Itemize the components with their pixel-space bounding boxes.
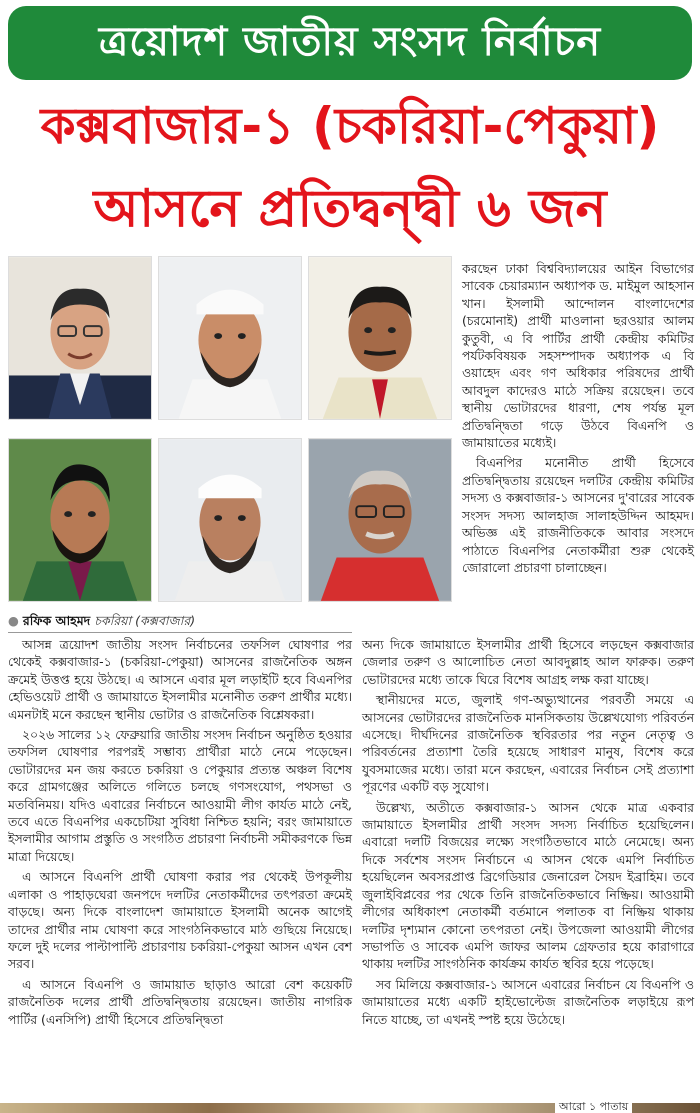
- candidate-photo-3: [308, 256, 452, 420]
- candidate-photo-2: [158, 256, 302, 420]
- paragraph: আসন্ন ত্রয়োদশ জাতীয় সংসদ নির্বাচনের তফসিল ঘোষণার পর থেকেই কক্সবাজার-১ (চকরিয়া-পেকুয়া) আসনের রাজনৈতিক অঙ্গন ক্রমেই উত্তপ্ত হয়ে উঠছে। এ আসনে এবার মূল লড়াইটি হবে বিএনপির হেভিওয়েট প্রার্থী ও জামায়াতে ইসলামীর মনোনীত তরুণ প্রার্থীর মধ্যে। এমনটাই মনে করছেন স্থানীয় ভোটার ও রাজনৈতিক বিশ্লেষকরা।: [8, 637, 352, 722]
- article-column-right: [362, 636, 694, 1031]
- candidate-photo-4: [8, 438, 152, 602]
- paragraph: স্থানীয়দের মতে, জুলাই গণ-অভ্যুত্থানের পরবর্তী সময়ে এ আসনের ভোটারদের রাজনৈতিক মানসিকতায় উল্লেখযোগ্য পরিবর্তন এসেছে। দীর্ঘদিনের রাজনৈতিক স্থবিরতার পর নতুন নেতৃত্ব ও পরিবর্তনের প্রত্যাশা তৈরি হয়েছে সাধারণ মানুষ, বিশেষ করে যুবসমাজের মধ্যে। তারা মনে করছেন, এবারের নির্বাচন সেই প্রত্যাশা পূরণের একটি বড় সুযোগ।: [362, 692, 694, 795]
- paragraph: সব মিলিয়ে কক্সবাজার-১ আসনে এবারের নির্বাচন যে বিএনপি ও জামায়াতের মধ্যে একটি হাইভোল্টেজ রাজনৈতিক লড়াইয়ে রূপ নিতে যাচ্ছে, তা এখনই স্পষ্ট হয়ে উঠেছে।: [362, 976, 694, 1027]
- bullet-icon: ●: [8, 613, 19, 628]
- byline-author: রফিক আহমদ: [22, 613, 91, 628]
- continued-label: আরো ১ পাতায়: [555, 1101, 632, 1113]
- paragraph: এ আসনে বিএনপি প্রার্থী ঘোষণা করার পর থেকেই উপকূলীয় এলাকা ও পাহাড়ঘেরা জনপদে দলটির নেতাকর্মীদের তৎপরতা ক্রমেই বাড়ছে। অন্য দিকে বাংলাদেশ জামায়াতে ইসলামী অনেক আগেই তাদের প্রার্থীর নাম ঘোষণা করে সাংগঠনিকভাবে মাঠ গুছিয়ে নিয়েছে। ফলে দুই দলের পাল্টাপাল্টি প্রচারণায় চকরিয়া-পেকুয়া আসন এখন বেশ সরব।: [8, 869, 352, 972]
- candidate-photo-1: [8, 256, 152, 420]
- byline-divider: [8, 632, 352, 633]
- headline-line-1: কক্সবাজার-১ (চকরিয়া-পেকুয়া): [40, 97, 660, 155]
- paragraph: অন্য দিকে জামায়াতে ইসলামীর প্রার্থী হিসেবে লড়ছেন কক্সবাজার জেলার তরুণ ও আলোচিত নেতা আবদুল্লাহ আল ফারুক। তরুণ ভোটারদের মধ্যে তাকে ঘিরে বিশেষ আগ্রহ লক্ষ করা যাচ্ছে।: [362, 637, 694, 687]
- byline-location: চকরিয়া (কক্সবাজার): [94, 613, 196, 628]
- paragraph: ২০২৬ সালের ১২ ফেব্রুয়ারি জাতীয় সংসদ নির্বাচন অনুষ্ঠিত হওয়ার তফসিল ঘোষণার পরপরই সম্ভাব্য প্রার্থীরা মাঠে নেমে পড়েছেন। ভোটারদের মন জয় করতে চকরিয়া ও পেকুয়ার প্রত্যন্ত অঞ্চল বিশেষ করে গ্রামগঞ্জের অলিতে গলিতে চলছে গণসংযোগ, পথসভা ও মতবিনিময়। যদিও এবারের নির্বাচনে আওয়ামী লীগ কার্যত মাঠে নেই, তবে এতে বিএনপির একচেটিয়া সুবিধা নিশ্চিত হয়নি; বরং জামায়াতে ইসলামীর আগাম প্রস্তুতি ও সংগঠিত প্রচারণা নির্বাচনী সমীকরণকে ভিন্ন মাত্রা দিয়েছে।: [8, 727, 352, 864]
- article-column-right-top: [462, 260, 694, 579]
- paragraph: উল্লেখ্য, অতীতে কক্সবাজার-১ আসন থেকে মাত্র একবার জামায়াতে ইসলামীর প্রার্থী সংসদ সদস্য নির্বাচিত হয়েছিলেন। এবারো দলটি বিজয়ের লক্ষ্যে সংগঠিতভাবে মাঠে নেমেছে। অন্য দিকে সর্বশেষ সংসদ নির্বাচনে এ আসন থেকে এমপি নির্বাচিত হয়েছিলেন অবসরপ্রাপ্ত ব্রিগেডিয়ার জেনারেল সৈয়দ ইব্রাহিম। তবে জুলাইবিপ্লবের পর থেকে তিনি রাজনৈতিকভাবে নিষ্ক্রিয়। আওয়ামী লীগের অধিকাংশ নেতাকর্মী বর্তমানে পলাতক বা নিষ্ক্রিয় থাকায় দলটির দৃশ্যমান কোনো তৎপরতা নেই। উপজেলা আওয়ামী লীগের সভাপতি ও সাবেক এমপি জাফর আলম গ্রেফতার হয়ে কারাগারে থাকায় দলটির সাংগঠনিক কার্যক্রম কার্যত স্থবির হয়ে পড়েছে।: [362, 799, 694, 972]
- byline: [8, 612, 358, 630]
- candidate-photo-5: [158, 438, 302, 602]
- headline-line-2: আসনে প্রতিদ্বন্দ্বী ৬ জন: [93, 179, 607, 239]
- paragraph: এ আসনে বিএনপি ও জামায়াত ছাড়াও আরো বেশ কয়েকটি রাজনৈতিক দলের প্রার্থী প্রতিদ্বন্দ্বিতায় রয়েছেন। জাতীয় নাগরিক পার্টির (এনসিপি) প্রার্থী হিসেবে প্রতিদ্বন্দ্বিতা: [8, 976, 352, 1027]
- paragraph: করছেন ঢাকা বিশ্ববিদ্যালয়ের আইন বিভাগের সাবেক চেয়ারম্যান অধ্যাপক ড. মাইমুল আহসান খান। ইসলামী আন্দোলন বাংলাদেশের (চরমোনাই) প্রার্থী মাওলানা ছরওয়ার আলম কুতুবী, এ বি পার্টির প্রার্থী কেন্দ্রীয় কমিটির পর্যটকবিষয়ক সহসম্পাদক অধ্যাপক এ বি ওয়াহেদ এবং গণ অধিকার পরিষদের প্রার্থী আবদুল কাদেরও মাঠে সক্রিয় রয়েছেন। তবে স্থানীয় ভোটারদের ধারণা, শেষ পর্যন্ত মূল প্রতিদ্বন্দ্বিতা গড়ে উঠবে বিএনপি ও জামায়াতের মধ্যেই।: [462, 261, 694, 451]
- article-column-left: [8, 636, 352, 1031]
- section-banner: [8, 6, 692, 80]
- banner-title: ত্রয়োদশ জাতীয় সংসদ নির্বাচন: [98, 18, 602, 65]
- candidate-photo-6: [308, 438, 452, 602]
- paragraph: বিএনপির মনোনীত প্রার্থী হিসেবে প্রতিদ্বন্দ্বিতায় রয়েছেন দলটির কেন্দ্রীয় কমিটির সদস্য ও কক্সবাজার-১ আসনের দু'বারের সাবেক সংসদ সদস্য আলহাজ সালাহউদ্দিন আহমদ। অভিজ্ঞ এই রাজনীতিককে আবার সংসদে পাঠাতে বিএনপির নেতাকর্মীরা শুরু থেকেই জোরালো প্রচারণা চালাচ্ছেন।: [462, 455, 694, 575]
